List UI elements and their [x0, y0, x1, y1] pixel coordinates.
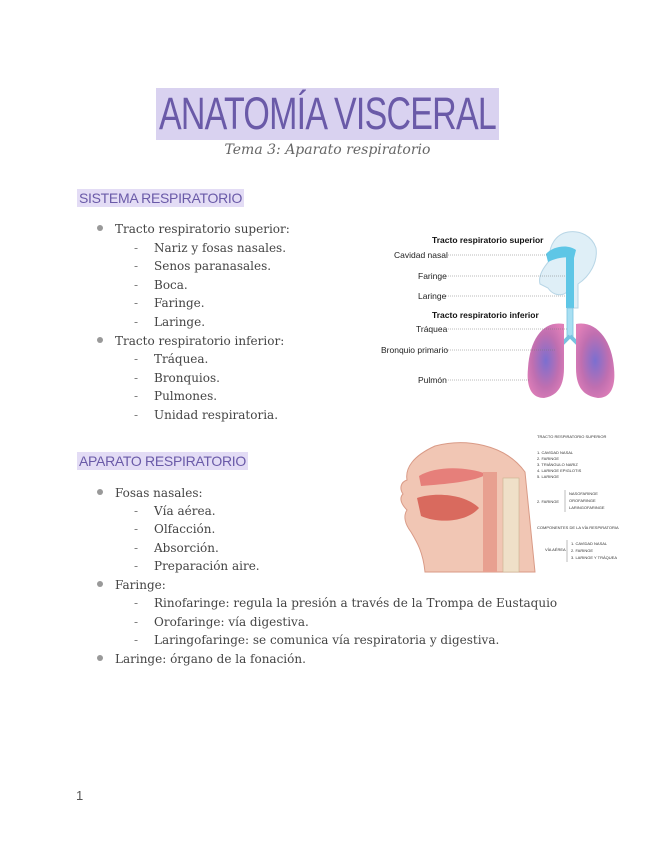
list-item: - Unidad respiratoria.: [134, 408, 279, 422]
list-item: - Faringe.: [134, 296, 205, 310]
head-cross-section-figure: [395, 432, 635, 577]
list-item: - Vía aérea.: [134, 504, 216, 518]
section-heading-aparato-respiratorio: APARATO RESPIRATORIO: [79, 453, 246, 469]
list-item: - Nariz y fosas nasales.: [134, 241, 287, 255]
bullet-icon: [97, 655, 103, 661]
list-item: - Preparación aire.: [134, 559, 260, 573]
bullet-icon: [97, 337, 103, 343]
spine-region: [503, 478, 519, 572]
bullet-icon: [97, 581, 103, 587]
list-item: - Absorción.: [134, 541, 219, 555]
list-item: - Pulmones.: [134, 389, 218, 403]
list-item: Tracto respiratorio inferior:: [97, 334, 284, 348]
legend-item: 5. LARINGE: [537, 474, 560, 479]
figure-heading-lower: Tracto respiratorio inferior: [432, 310, 539, 320]
page-title: ANATOMÍA VISCERAL: [156, 88, 499, 140]
page-subtitle: Tema 3: Aparato respiratorio: [224, 142, 431, 158]
label-traquea: Tráquea: [416, 324, 448, 334]
label-pulmon: Pulmón: [418, 375, 447, 385]
label-laringe: Laringe: [418, 291, 447, 301]
left-lung-shape: [528, 323, 564, 398]
legend-item: OROFARINGE: [569, 498, 596, 503]
list-item: Tracto respiratorio superior:: [97, 222, 290, 236]
list-item: Fosas nasales:: [97, 486, 203, 500]
legend-item: 3. TRIÁNGULO NARIZ: [537, 462, 578, 467]
list-item: - Laringofaringe: se comunica vía respiratoria y digestiva.: [134, 633, 500, 647]
trachea-shape: [567, 308, 573, 338]
legend-item: 3. LARINGE Y TRÁQUEA: [571, 555, 618, 560]
legend-item: 2. FARINGE: [571, 548, 594, 553]
legend-group-label: 2. FARINGE: [537, 499, 560, 504]
list-item: - Tráquea.: [134, 352, 209, 366]
legend-item: 1. CAVIDAD NASAL: [571, 541, 608, 546]
pharynx-region: [483, 472, 497, 572]
section-heading-sistema-respiratorio: SISTEMA RESPIRATORIO: [79, 190, 243, 206]
list-item: - Orofaringe: vía digestiva.: [134, 615, 309, 629]
label-bronquio-primario: Bronquio primario: [381, 345, 449, 355]
list-item: Laringe: órgano de la fonación.: [97, 652, 306, 666]
figure-heading-upper: Tracto respiratorio superior: [432, 235, 544, 245]
legend-item: 2. FARINGE: [537, 456, 560, 461]
list-item: - Olfacción.: [134, 522, 216, 536]
legend-side-label: VÍA AÉREA: [545, 547, 566, 552]
list-item: - Senos paranasales.: [134, 259, 272, 273]
label-faringe: Faringe: [418, 271, 447, 281]
page-number: 1: [76, 788, 84, 803]
legend-item: NASOFARINGE: [569, 491, 598, 496]
list-item: Faringe:: [97, 578, 166, 592]
legend-heading-1: TRACTO RESPIRATORIO SUPERIOR: [537, 434, 607, 439]
right-lung-shape: [576, 323, 614, 398]
list-item: - Bronquios.: [134, 371, 220, 385]
legend-item: LARINGOFARINGE: [569, 505, 605, 510]
bullet-icon: [97, 489, 103, 495]
label-cavidad-nasal: Cavidad nasal: [394, 250, 448, 260]
bullet-icon: [97, 225, 103, 231]
list-item: - Laringe.: [134, 315, 206, 329]
pharynx-shape: [566, 256, 574, 308]
list-item: - Boca.: [134, 278, 188, 292]
legend-heading-2: COMPONENTES DE LA VÍA RESPIRATORIA: [537, 525, 619, 530]
list-item: - Rinofaringe: regula la presión a través de la Trompa de Eustaquio: [134, 596, 558, 610]
respiratory-tract-figure: [378, 228, 638, 403]
legend-item: 1. CAVIDAD NASAL: [537, 450, 574, 455]
legend-item: 4. LARINGE EPIGLOTIS: [537, 468, 582, 473]
